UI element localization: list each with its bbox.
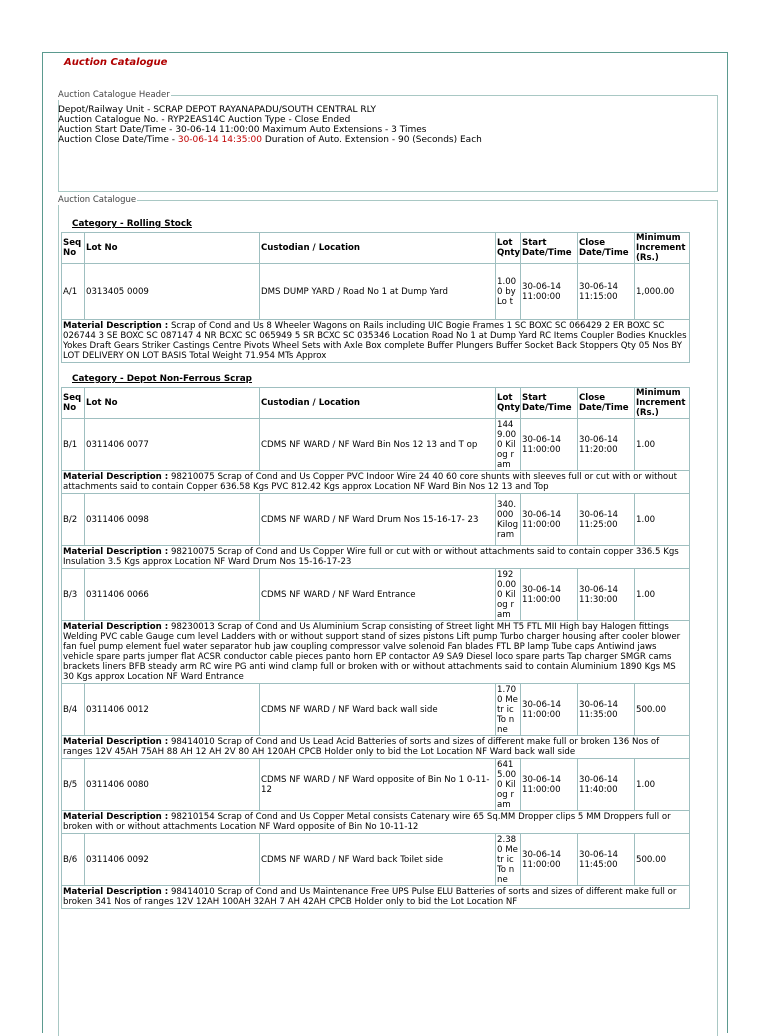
material-description-label: Material Description :	[63, 321, 169, 331]
cell-start: 30-06-14 11:00:00	[521, 834, 578, 886]
cell-start: 30-06-14 11:00:00	[521, 494, 578, 546]
material-description-text: 98414010 Scrap of Cond and Us Maintenance Free UPS Pulse ELU Batteries of sorts and sizes of different make full or broken 341 Nos of ranges 12V 12AH 100AH 32AH 7 AH 42AH CPCB Holder only to bid the Lot Location NF	[63, 887, 677, 907]
material-description-label: Material Description :	[63, 737, 169, 747]
material-description-text: Scrap of Cond and Us 8 Wheeler Wagons on Rails including UIC Bogie Frames 1 SC BOXC SC 066429 2 ER BOXC SC 026744 3 SE BOXC SC 087147 4 NR BCXC SC 065949 5 SR BCXC SC 035346 Location Road No 1 at Dump Yard RC Items Coupler Bodies Knuckles Yokes Draft Gears Striker Castings Centre Pivots Wheel Sets with Axle Box complete Buffer Plungers Buffer Socket Back Stoppers Qty 05 Nos BY LOT DELIVERY ON LOT BASIS Total Weight 71.954 MTs Approx	[63, 321, 687, 361]
table-row	[62, 264, 690, 320]
cell-lot: 0311406 0098	[85, 494, 260, 546]
column-header-start: Start Date/Time	[521, 233, 578, 264]
cell-custodian: CDMS NF WARD / NF Ward Entrance	[260, 569, 496, 621]
material-description-label: Material Description :	[63, 887, 169, 897]
table-row	[62, 494, 690, 546]
lots-table	[61, 232, 690, 363]
material-description	[62, 320, 690, 363]
material-description-text: 98210075 Scrap of Cond and Us Copper PVC Indoor Wire 24 40 60 core shunts with sleeves full or cut with or without attachments said to contain Copper 636.58 Kgs PVC 812.42 Kgs approx Location NF Ward Bin Nos 12 13 and Top	[63, 472, 677, 492]
duration-label: Duration of Auto. Extension -	[264, 135, 396, 145]
cell-seq: B/1	[62, 419, 85, 471]
cell-qty: 192 0.00 0 Kilog ram	[496, 569, 521, 621]
cell-close: 30-06-14 11:45:00	[578, 834, 635, 886]
close-value: 30-06-14 14:35:00	[177, 135, 262, 145]
cell-start: 30-06-14 11:00:00	[521, 419, 578, 471]
column-header-lot: Lot No	[85, 388, 260, 419]
start-value: 30-06-14 11:00:00	[175, 125, 260, 135]
header-row-close	[58, 135, 716, 145]
cell-increment: 500.00	[635, 684, 690, 736]
header-row-start	[58, 125, 716, 135]
material-description-text: 98210154 Scrap of Cond and Us Copper Metal consists Catenary wire 65 Sq.MM Dropper clips 5 MM Droppers full or broken with or without attachments Location NF Ward opposite of Bin No 10-11-12	[63, 812, 671, 832]
category-title: Category - Depot Non-Ferrous Scrap	[72, 374, 252, 384]
cell-lot: 0311406 0066	[85, 569, 260, 621]
cell-custodian: CDMS NF WARD / NF Ward back wall side	[260, 684, 496, 736]
table-header-row	[62, 388, 690, 419]
catalogue-legend: Auction Catalogue	[58, 195, 137, 205]
column-header-qty: Lot Qnty	[496, 233, 521, 264]
cell-qty: 340. 000 Kilog ram	[496, 494, 521, 546]
header-row-depot	[58, 105, 716, 115]
duration-value: 90 (Seconds) Each	[397, 135, 482, 145]
lots-table	[61, 387, 690, 909]
column-header-increment: Minimum Increment (Rs.)	[635, 388, 690, 419]
cell-custodian: CDMS NF WARD / NF Ward back Toilet side	[260, 834, 496, 886]
column-header-lot: Lot No	[85, 233, 260, 264]
auction-type-label: Auction Type -	[228, 115, 292, 125]
catalogue-no-value: RYP2EAS14C	[167, 115, 226, 125]
cell-increment: 1.00	[635, 419, 690, 471]
cell-lot: 0311406 0080	[85, 759, 260, 811]
cell-seq: A/1	[62, 264, 85, 320]
cell-seq: B/6	[62, 834, 85, 886]
cell-increment: 1.00	[635, 759, 690, 811]
category-title: Category - Rolling Stock	[72, 219, 192, 229]
cell-start: 30-06-14 11:00:00	[521, 684, 578, 736]
cell-qty: 2.38 0 Metr ic To nne	[496, 834, 521, 886]
cell-custodian: CDMS NF WARD / NF Ward Drum Nos 15-16-17- 23	[260, 494, 496, 546]
max-ext-value: 3 Times	[391, 125, 427, 135]
material-description	[62, 621, 690, 684]
description-row	[62, 621, 690, 684]
column-header-custodian: Custodian / Location	[260, 233, 496, 264]
cell-close: 30-06-14 11:15:00	[578, 264, 635, 320]
description-row	[62, 811, 690, 834]
cell-start: 30-06-14 11:00:00	[521, 759, 578, 811]
table-row	[62, 569, 690, 621]
material-description-label: Material Description :	[63, 472, 169, 482]
table-header-row	[62, 233, 690, 264]
cell-increment: 500.00	[635, 834, 690, 886]
description-row	[62, 736, 690, 759]
cell-close: 30-06-14 11:35:00	[578, 684, 635, 736]
cell-lot: 0313405 0009	[85, 264, 260, 320]
material-description	[62, 886, 690, 909]
cell-close: 30-06-14 11:40:00	[578, 759, 635, 811]
cell-seq: B/3	[62, 569, 85, 621]
column-header-close: Close Date/Time	[578, 233, 635, 264]
table-row	[62, 419, 690, 471]
column-header-start: Start Date/Time	[521, 388, 578, 419]
cell-lot: 0311406 0092	[85, 834, 260, 886]
cell-increment: 1.00	[635, 494, 690, 546]
cell-seq: B/2	[62, 494, 85, 546]
description-row	[62, 546, 690, 569]
cell-seq: B/5	[62, 759, 85, 811]
cell-increment: 1.00	[635, 569, 690, 621]
material-description-label: Material Description :	[63, 812, 169, 822]
material-description	[62, 546, 690, 569]
close-label: Auction Close Date/Time -	[58, 135, 175, 145]
description-row	[62, 320, 690, 363]
cell-qty: 641 5.00 0 Kilog ram	[496, 759, 521, 811]
page-title: Auction Catalogue	[64, 57, 168, 68]
cell-custodian: CDMS NF WARD / NF Ward Bin Nos 12 13 and T op	[260, 419, 496, 471]
material-description	[62, 811, 690, 834]
column-header-seq: Seq No	[62, 388, 85, 419]
column-header-close: Close Date/Time	[578, 388, 635, 419]
catalogue-no-label: Auction Catalogue No. -	[58, 115, 165, 125]
description-row	[62, 886, 690, 909]
depot-label: Depot/Railway Unit -	[58, 105, 151, 115]
cell-qty: 144 9.00 0 Kilog ram	[496, 419, 521, 471]
cell-lot: 0311406 0012	[85, 684, 260, 736]
header-row-catalogue	[58, 115, 716, 125]
cell-qty: 1.70 0 Metr ic To nne	[496, 684, 521, 736]
cell-start: 30-06-14 11:00:00	[521, 264, 578, 320]
material-description	[62, 736, 690, 759]
cell-close: 30-06-14 11:25:00	[578, 494, 635, 546]
cell-seq: B/4	[62, 684, 85, 736]
column-header-seq: Seq No	[62, 233, 85, 264]
table-row	[62, 834, 690, 886]
material-description-text: 98230013 Scrap of Cond and Us Aluminium Scrap consisting of Street light MH T5 FTL MII High bay Halogen fittings Welding PVC cable Gauge cum level Ladders with or without support stand of sizes pistons Lift pump Turbo charger housing after cooler blower fan fuel pump element fuel water separator hub jaw coupling compressor valve solenoid Fan blades FTL BP lamp Tube caps Antiwind jaws vehicle spare parts jumper flat ACSR conductor cable pieces panto horn EP contactor A9 SA9 Diesel loco spare parts Tap charger SMGR cams brackets liners BFB steady arm RC wire PG anti wind clamp full or broken with or without attachments said to contain Aluminium 1890 Kgs MS 30 Kgs approx Location NF Ward Entrance	[63, 622, 681, 682]
cell-lot: 0311406 0077	[85, 419, 260, 471]
cell-custodian: CDMS NF WARD / NF Ward opposite of Bin No 1 0-11-12	[260, 759, 496, 811]
column-header-increment: Minimum Increment (Rs.)	[635, 233, 690, 264]
material-description	[62, 471, 690, 494]
table-row	[62, 684, 690, 736]
header-grid	[58, 105, 716, 185]
table-row	[62, 759, 690, 811]
material-description-label: Material Description :	[63, 547, 169, 557]
column-header-qty: Lot Qnty	[496, 388, 521, 419]
description-row	[62, 471, 690, 494]
cell-start: 30-06-14 11:00:00	[521, 569, 578, 621]
cell-close: 30-06-14 11:20:00	[578, 419, 635, 471]
material-description-text: 98210075 Scrap of Cond and Us Copper Wire full or cut with or without attachments said to contain copper 336.5 Kgs Insulation 3.5 Kgs approx Location NF Ward Drum Nos 15-16-17-23	[63, 547, 679, 567]
material-description-text: 98414010 Scrap of Cond and Us Lead Acid Batteries of sorts and sizes of different make full or broken 136 Nos of ranges 12V 45AH 75AH 88 AH 12 AH 2V 80 AH 120AH CPCB Holder only to bid the Lot Location NF Ward back wall side	[63, 737, 660, 757]
cell-custodian: DMS DUMP YARD / Road No 1 at Dump Yard	[260, 264, 496, 320]
catalogue-header-legend: Auction Catalogue Header	[58, 90, 170, 100]
cell-qty: 1.00 0 byLo t	[496, 264, 521, 320]
depot-value: SCRAP DEPOT RAYANAPADU/SOUTH CENTRAL RLY	[153, 105, 376, 115]
cell-increment: 1,000.00	[635, 264, 690, 320]
cell-close: 30-06-14 11:30:00	[578, 569, 635, 621]
max-ext-label: Maximum Auto Extensions -	[262, 125, 389, 135]
auction-type-value: Close Ended	[294, 115, 351, 125]
material-description-label: Material Description :	[63, 622, 169, 632]
column-header-custodian: Custodian / Location	[260, 388, 496, 419]
start-label: Auction Start Date/Time -	[58, 125, 173, 135]
